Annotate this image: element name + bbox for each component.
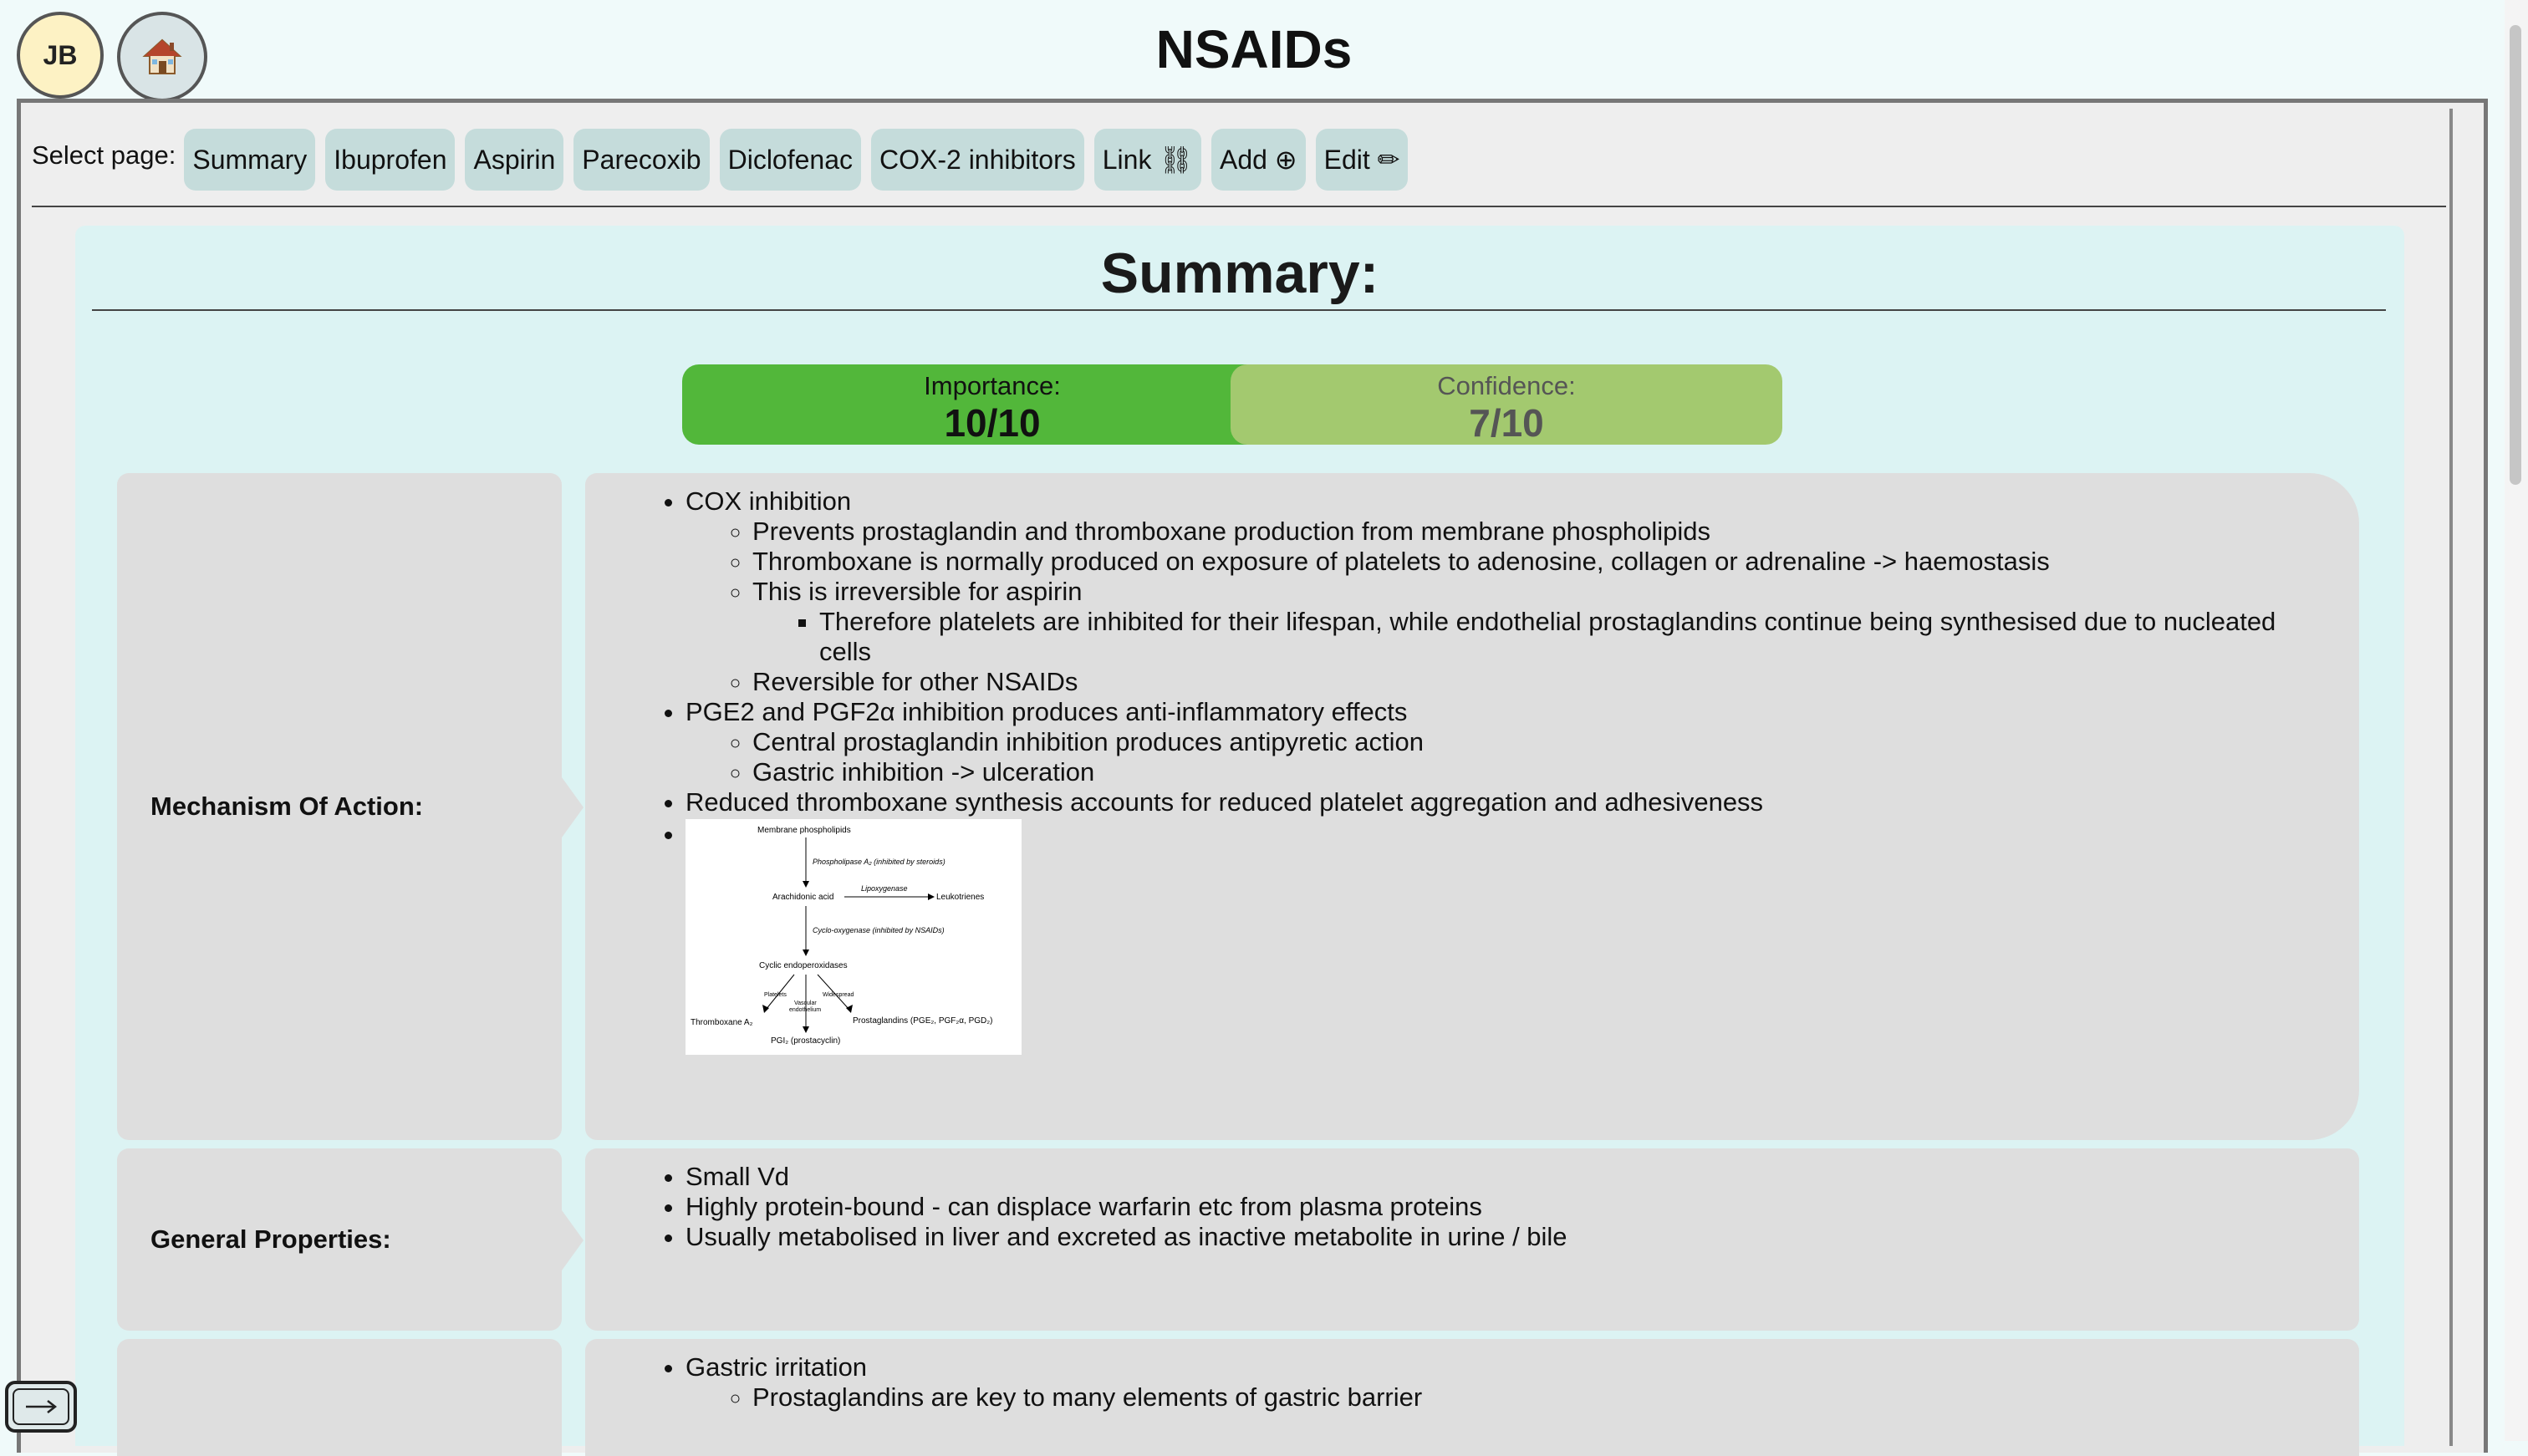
tab-label: Aspirin [473,144,556,175]
general-content [585,1148,2359,1331]
side-effects-content [585,1339,2359,1456]
side-effects-list [585,1352,2326,1413]
list-item: • PGE2 and PGF2α inhibition produces anti-inflammatory effects ◦ Central prostaglandin inhibition produces antipyretic action ◦ Gastric inhibition -> ulceration [686,697,2326,787]
diagram-label: Leukotrienes [936,893,985,902]
section-divider [92,309,2386,311]
summary-panel [75,226,2404,1446]
top-bar [0,0,2528,99]
edit-button[interactable] [1316,129,1409,191]
importance-label: Importance: [924,371,1061,400]
list-item: • Usually metabolised in liver and excreted as inactive metabolite in urine / bile [686,1222,2326,1252]
mechanism-list [585,486,2326,1055]
select-page-label: Select page: [32,140,176,170]
scrollbar-thumb[interactable] [2510,25,2521,485]
tab-label: Diclofenac [727,144,853,175]
diagram-label: PGI₂ (prostacyclin) [771,1036,841,1046]
app-title: NSAIDs [1155,19,1353,79]
divider [32,206,2446,207]
tab-label: Edit ✏ [1323,145,1400,175]
diagram-label: Widespread [823,992,854,998]
list-item: ◦ Prevents prostaglandin and thromboxane production from membrane phospholipids [752,517,2326,547]
tab-cox2-inhibitors[interactable] [871,129,1084,191]
section-title: Summary: [1100,242,1379,305]
tab-label: Add ⊕ [1219,145,1297,175]
diagram-label: Lipoxygenase [861,884,908,893]
tab-summary[interactable] [184,129,315,191]
list-item: • COX inhibition ◦ Prevents prostaglandin and thromboxane production from membrane phospholipids ◦ Thromboxane is normally produced on exposure of platelets to adenosine, collagen or adrenaline -> haemostasis ◦ This is irreversible for aspirin ▪ Therefore platelets are inhibited for their lifespan, while endothelial prostaglandins continue being synthesised due to nucleated cells ◦ Reversible for other NSAIDs [686,486,2326,697]
expand-button[interactable] [5,1381,77,1433]
tab-aspirin[interactable] [465,129,563,191]
side-effects-label-box [117,1339,562,1456]
diagram-label: Prostaglandins (PGE₂, PGF₂α, PGD₂) [853,1016,993,1026]
confidence-badge [1231,364,1782,445]
tab-label: Link ⛓ [1102,145,1193,175]
mechanism-label-box [117,473,562,1140]
list-item: ◦ Prostaglandins are key to many elements of gastric barrier [752,1382,2326,1413]
label-pointer [562,777,584,837]
tab-label: COX-2 inhibitors [879,144,1076,175]
list-item: ◦ Reversible for other NSAIDs [752,667,2326,697]
mechanism-label: Mechanism Of Action: [150,792,424,821]
page-selector [32,129,1418,192]
mechanism-content [585,473,2359,1140]
diagram-label: Cyclic endoperoxidases [759,961,848,970]
list-item: • Small Vd [686,1162,2326,1192]
diagram-label: Cyclo-oxygenase (inhibited by NSAIDs) [813,926,945,934]
list-item: ◦ This is irreversible for aspirin ▪ Therefore platelets are inhibited for their lifespan, while endothelial prostaglandins continue being synthesised due to nucleated cells [752,577,2326,667]
general-label-box [117,1148,562,1331]
frame-divider [2449,109,2453,1446]
tab-label: Ibuprofen [334,144,447,175]
confidence-value: 7/10 [1469,401,1544,445]
list-item: • Reduced thromboxane synthesis accounts for reduced platelet aggregation and adhesiveness [686,787,2326,817]
diagram-label: Arachidonic acid [772,893,834,902]
diagram-label: Phospholipase A₂ (inhibited by steroids) [813,858,945,866]
tab-label: Summary [192,144,308,175]
importance-badge [682,364,1302,445]
arrow-right-icon [23,1398,59,1415]
confidence-label: Confidence: [1437,371,1576,400]
diagram-label: Platelets [764,992,787,998]
list-item: ◦ Central prostaglandin inhibition produces antipyretic action [752,727,2326,757]
general-label: General Properties: [150,1224,391,1254]
link-button[interactable] [1094,129,1201,191]
list-item: ◦ Gastric inhibition -> ulceration [752,757,2326,787]
list-item: • Gastric irritation ◦ Prostaglandins are key to many elements of gastric barrier [686,1352,2326,1413]
arrow-frame [13,1388,69,1425]
list-item: ◦ Thromboxane is normally produced on exposure of platelets to adenosine, collagen or adrenaline -> haemostasis [752,547,2326,577]
diagram-label: endothelium [789,1007,822,1013]
avatar-initials: JB [43,39,78,70]
add-button[interactable] [1211,129,1306,191]
diagram-label: • Membrane phospholipids [757,826,851,835]
tab-ibuprofen[interactable] [325,129,455,191]
importance-value: 10/10 [944,401,1041,445]
tab-diclofenac[interactable] [720,129,861,191]
arachidonic-pathway-diagram [686,819,1022,1055]
list-item: ▪ Therefore platelets are inhibited for their lifespan, while endothelial prostaglandins continue being synthesised due to nucleated cells [819,607,2326,667]
list-item [686,819,2326,1055]
diagram-label: Thromboxane A₂ [691,1018,753,1027]
list-item: • Highly protein-bound - can displace warfarin etc from plasma proteins [686,1192,2326,1222]
tab-parecoxib[interactable] [573,129,709,191]
general-list [585,1162,2326,1252]
tab-label: Parecoxib [582,144,701,175]
diagram-label: Vascular [794,1000,817,1006]
label-pointer [562,1210,584,1270]
